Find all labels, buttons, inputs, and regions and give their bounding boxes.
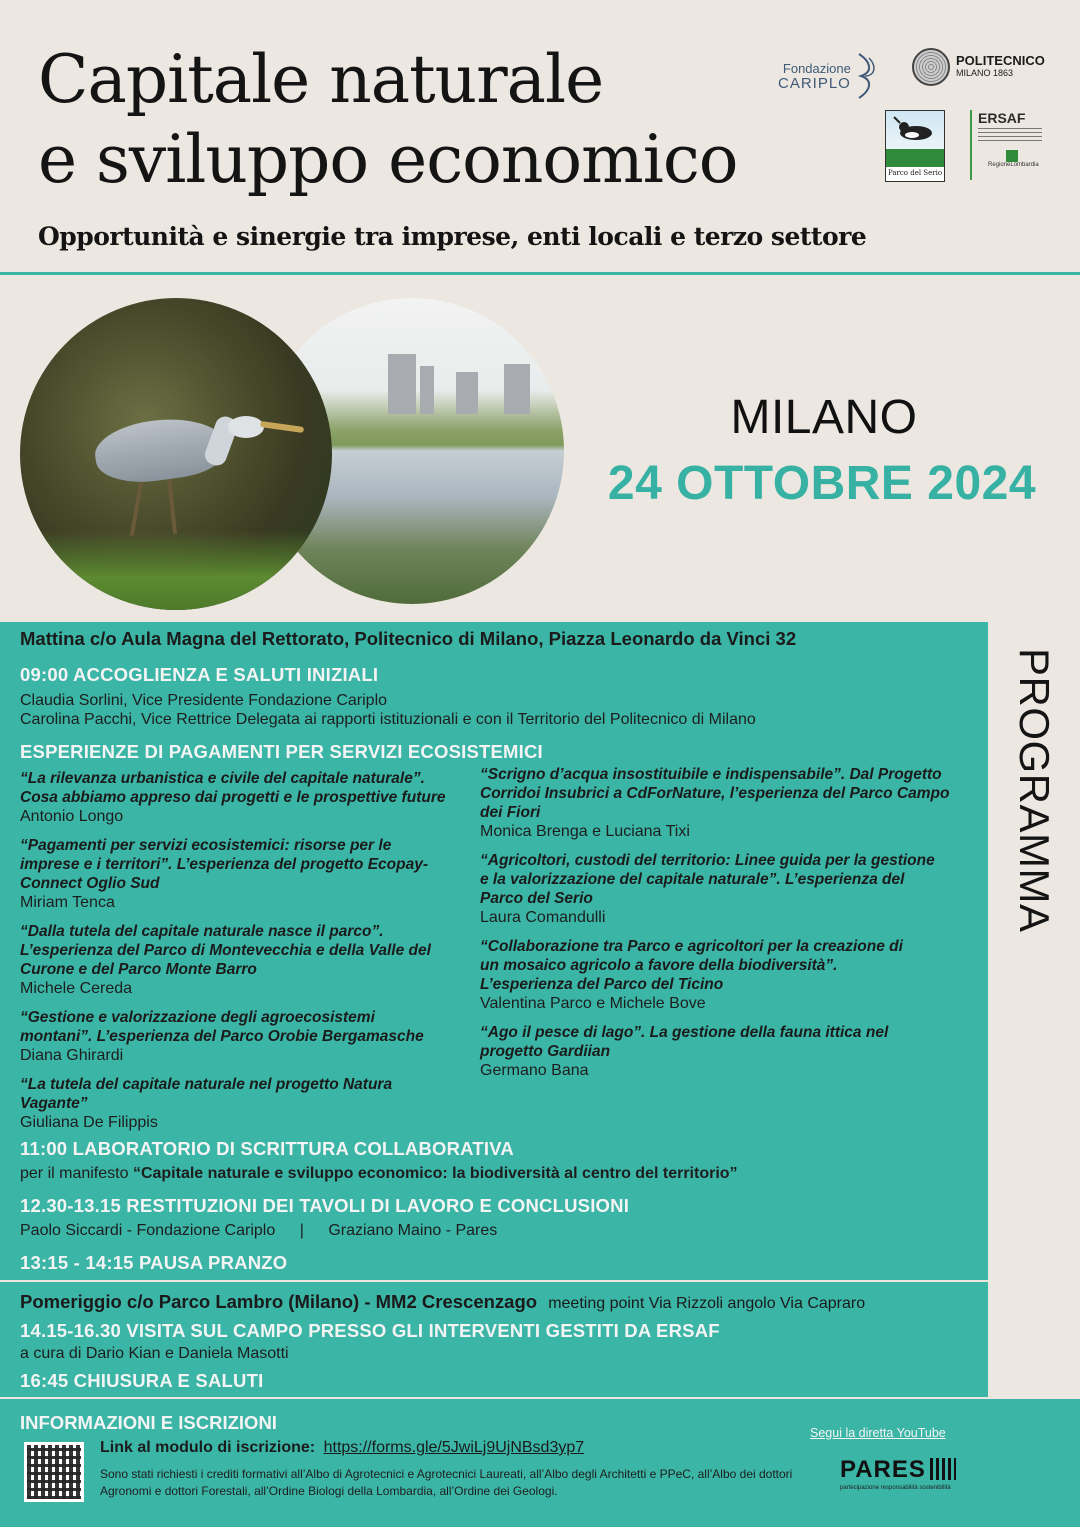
cariplo-mark-icon [851, 52, 881, 100]
event-date: 24 OTTOBRE 2024 [607, 457, 1037, 510]
talk-item [20, 1008, 475, 1065]
program-side-label [1006, 648, 1066, 933]
conclusions-speakers [20, 1222, 497, 1240]
qr-code-icon[interactable] [24, 1442, 84, 1502]
ersaf-logo-label: ERSAF [978, 110, 1026, 126]
building-shape [456, 372, 478, 414]
qr-code-pattern [27, 1445, 81, 1499]
header-divider [0, 272, 1080, 275]
experiences-title: ESPERIENZE DI PAGAMENTI PER SERVIZI ECOSISTEMICI [20, 741, 543, 762]
talk-item [480, 765, 980, 841]
conclusions-speaker: Paolo Siccardi - Fondazione Cariplo [20, 1222, 276, 1239]
talk-item [20, 836, 475, 912]
welcome-speaker: Carolina Pacchi, Vice Rettrice Delegata ai rapporti istituzionali e con il Territorio del Politecnico di Milano [20, 711, 756, 728]
page-title [38, 40, 738, 200]
heron-photo [20, 298, 332, 610]
heron-leg [167, 476, 177, 534]
welcome-title: 09:00 ACCOGLIENZA E SALUTI INIZIALI [20, 664, 379, 685]
registration-link[interactable]: https://forms.gle/5JwiLj9UjNBsd3yp7 [323, 1439, 585, 1456]
visit-title: 14.15-16.30 VISITA SUL CAMPO PRESSO GLI INTERVENTI GESTITI DA ERSAF [20, 1320, 720, 1341]
lunch-break: 13:15 - 14:15 PAUSA PRANZO [20, 1252, 288, 1273]
afternoon-location-row [20, 1291, 865, 1313]
talk-item [480, 851, 980, 927]
talk-item [20, 1075, 475, 1132]
talk-item [20, 769, 475, 826]
talk-title: “Gestione e valorizzazione degli agroecosistemi montani”. L’esperienza del Parco Orobie Bergamasche [20, 1009, 424, 1045]
talks-left-column [20, 769, 475, 1142]
serio-logo-grass [886, 149, 944, 167]
ersaf-logo [970, 110, 1046, 180]
heron-leg [130, 476, 144, 536]
talk-item [480, 1023, 980, 1080]
title-line-2: e sviluppo economico [38, 121, 738, 198]
credits-note: Sono stati richiesti i crediti formativi all’Albo di Agrotecnici e Agrotecnici Laureati, all’Albo degli Architetti e PPeC, all’Albo dei dottori Agronomi e dottori Forestali, all’Ordine Biologi della Lombardia, all’Ordine dei Geologi. [100, 1467, 793, 1498]
building-shape [420, 366, 434, 414]
politecnico-seal-icon [912, 48, 950, 86]
talk-title: “La tutela del capitale naturale nel progetto Natura Vagante” [20, 1076, 393, 1112]
pares-bars-icon [930, 1458, 956, 1480]
serio-logo-label: Parco del Serio [887, 169, 943, 177]
info-title: INFORMAZIONI E ISCRIZIONI [20, 1412, 277, 1433]
heron-grass [20, 530, 332, 610]
heron-beak [260, 421, 304, 433]
regione-lombardia-icon [1006, 150, 1018, 162]
regione-lombardia-label: RegioneLombardia [988, 162, 1039, 168]
talk-item [480, 937, 980, 1013]
lab-title: 11:00 LABORATORIO DI SCRITTURA COLLABORATIVA [20, 1138, 514, 1159]
morning-location: Mattina c/o Aula Magna del Rettorato, Politecnico di Milano, Piazza Leonardo da Vinci 32 [20, 628, 797, 649]
talk-title: “Collaborazione tra Parco e agricoltori per la creazione di un mosaico agricolo a favore della biodiversità”. L’esperienza del Parco del Ticino [480, 938, 903, 993]
event-city: MILANO [730, 391, 918, 444]
meeting-point: meeting point Via Rizzoli angolo Via Capraro [548, 1295, 866, 1312]
politecnico-logo-line1: POLITECNICO [956, 53, 1045, 68]
talk-title: “Agricoltori, custodi del territorio: Linee guida per la gestione e la valorizzazione del capitale naturale”. L’esperienza del Parco del Serio [480, 852, 935, 907]
talk-speaker: Valentina Parco e Michele Bove [480, 995, 706, 1012]
talk-speaker: Miriam Tenca [20, 894, 115, 911]
conclusions-speaker: Graziano Maino - Pares [328, 1222, 498, 1239]
parco-del-serio-logo [885, 110, 945, 182]
talk-speaker: Germano Bana [480, 1062, 589, 1079]
heron-head [228, 416, 264, 438]
program-label-text: PROGRAMMA [1011, 648, 1058, 933]
talk-title: “Pagamenti per servizi ecosistemici: risorse per le imprese e i territori”. L’esperienza del progetto Ecopay- Connect Oglio Sud [20, 837, 428, 892]
talk-title: “Ago il pesce di lago”. La gestione della fauna ittica nel progetto Gardiian [480, 1024, 889, 1060]
politecnico-logo [912, 48, 1045, 86]
building-shape [504, 364, 530, 414]
section-divider [0, 1280, 988, 1282]
cariplo-logo-line2: CARIPLO [778, 75, 851, 92]
talk-speaker: Laura Comandulli [480, 909, 606, 926]
closing-title: 16:45 CHIUSURA E SALUTI [20, 1370, 264, 1391]
speaker-divider: | [299, 1222, 304, 1239]
lab-description [20, 1165, 738, 1183]
visit-leaders: a cura di Dario Kian e Daniela Masotti [20, 1345, 289, 1362]
registration-link-row [100, 1439, 584, 1457]
talks-right-column [480, 765, 980, 1090]
talk-item [20, 922, 475, 998]
fondazione-cariplo-logo [778, 52, 881, 100]
pares-logo [840, 1456, 956, 1491]
title-line-1: Capitale naturale [38, 41, 604, 118]
registration-link-label: Link al modulo di iscrizione: [100, 1439, 316, 1456]
talk-speaker: Diana Ghirardi [20, 1047, 124, 1064]
building-shape [388, 354, 416, 414]
talk-speaker: Michele Cereda [20, 980, 133, 997]
pares-wordmark: PARES [840, 1456, 926, 1483]
talk-speaker: Giuliana De Filippis [20, 1114, 158, 1131]
lab-manifesto-title: “Capitale naturale e sviluppo economico: la biodiversità al centro del territorio” [132, 1165, 738, 1182]
youtube-live-link[interactable]: Segui la diretta YouTube [810, 1426, 946, 1440]
talk-title: “La rilevanza urbanistica e civile del capitale naturale”. Cosa abbiamo appreso dai progetti e le prospettive future [20, 770, 446, 806]
conclusions-title: 12.30-13.15 RESTITUZIONI DEI TAVOLI DI LAVORO E CONCLUSIONI [20, 1195, 630, 1216]
pares-tagline: partecipazione responsabilità sostenibilità [840, 1485, 951, 1491]
page-subtitle: Opportunità e sinergie tra imprese, enti locali e terzo settore [38, 222, 867, 251]
lab-prefix: per il manifesto [20, 1165, 129, 1182]
talk-title: “Dalla tutela del capitale naturale nasce il parco”. L’esperienza del Parco di Montevecchia e della Valle del Curone e del Parco Monte Barro [20, 923, 431, 978]
welcome-speaker: Claudia Sorlini, Vice Presidente Fondazione Cariplo [20, 692, 388, 709]
talk-speaker: Antonio Longo [20, 808, 124, 825]
ersaf-logo-fine-print [978, 128, 1042, 142]
lapwing-bird-icon [886, 111, 944, 149]
afternoon-location: Pomeriggio c/o Parco Lambro (Milano) - MM2 Crescenzago [20, 1291, 538, 1312]
talk-speaker: Monica Brenga e Luciana Tixi [480, 823, 690, 840]
cariplo-logo-line1: Fondazione [782, 61, 851, 76]
talk-title: “Scrigno d’acqua insostituibile e indispensabile”. Dal Progetto Corridoi Insubrici a CdForNature, l’esperienza del Parco Campo dei Fiori [480, 766, 950, 821]
politecnico-logo-line2: MILANO 1863 [956, 68, 1014, 78]
